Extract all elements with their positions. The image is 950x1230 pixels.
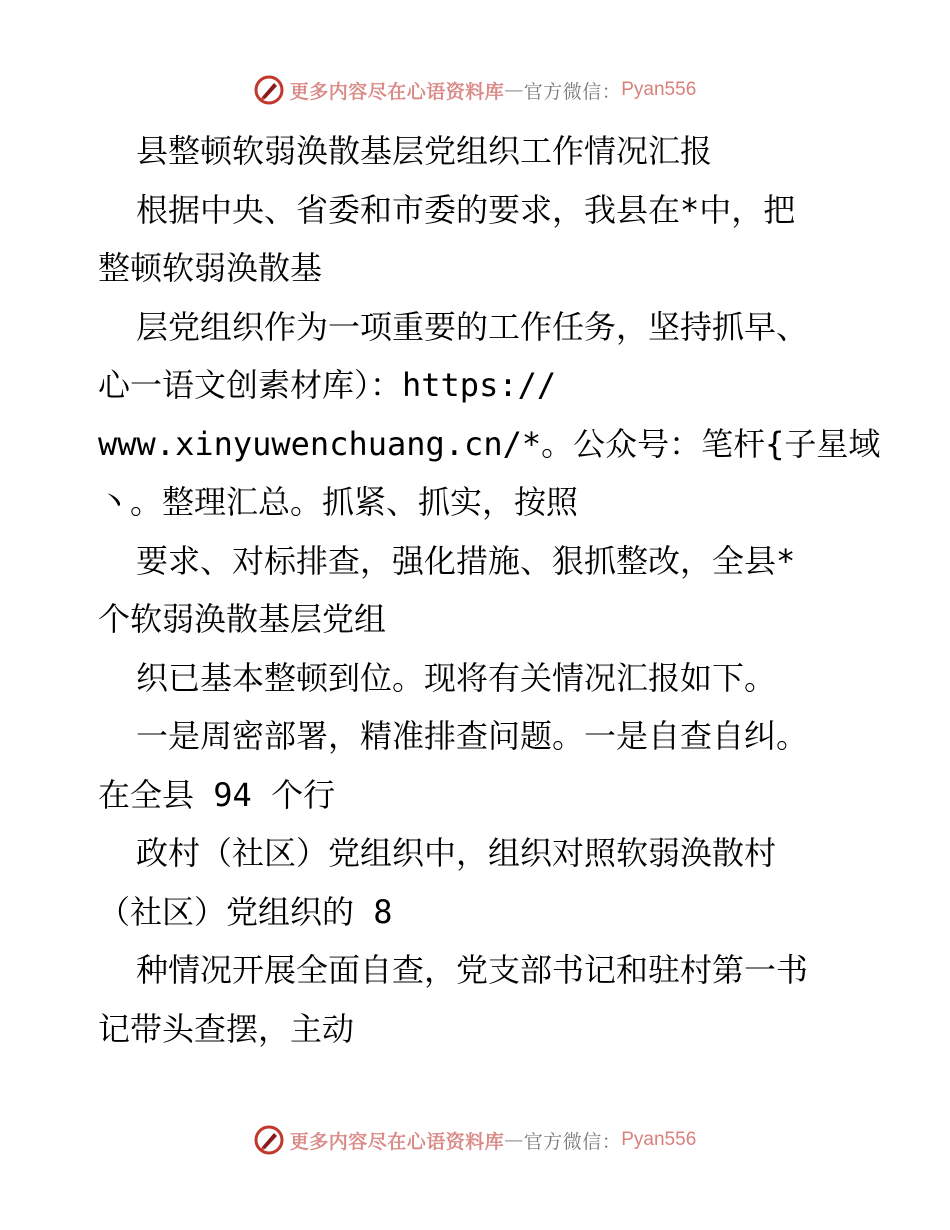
text-line: 织已基本整顿到位。现将有关情况汇报如下。 xyxy=(136,658,777,697)
banner-wechat-id: Pyan556 xyxy=(621,1129,697,1150)
banner-brand-text: 更多内容尽在心语资料库 xyxy=(289,80,505,103)
text-line: 在全县 94 个行 xyxy=(98,775,336,814)
banner-wechat-id: Pyan556 xyxy=(621,79,697,100)
text-line: www.xinyuwenchuang.cn/*。公众号：笔杆{子星域 xyxy=(98,424,881,463)
text-line: 种情况开展全面自查，党支部书记和驻村第一书 xyxy=(136,951,809,989)
document-body xyxy=(98,122,881,1058)
brand-logo-icon xyxy=(254,1125,284,1155)
text-line: 丶。整理汇总。抓紧、抓实，按照 xyxy=(98,483,579,521)
banner-brand-text: 更多内容尽在心语资料库 xyxy=(289,1130,505,1153)
text-line: （社区）党组织的 8 xyxy=(98,892,393,931)
text-line: 根据中央、省委和市委的要求，我县在*中，把 xyxy=(136,190,796,229)
text-line: 要求、对标排查，强化措施、狠抓整改，全县* xyxy=(136,541,796,580)
banner-wechat-label: 官方微信： xyxy=(523,80,622,103)
text-line: 心一语文创素材库）：https:// xyxy=(98,366,557,404)
text-line: 整顿软弱涣散基 xyxy=(98,249,323,287)
text-line: 记带头查摆，主动 xyxy=(98,1009,355,1048)
header-banner xyxy=(0,70,950,110)
text-line: 政村（社区）党组织中，组织对照软弱涣散村 xyxy=(136,834,777,872)
brand-logo-icon xyxy=(254,75,284,105)
text-line: 层党组织作为一项重要的工作任务，坚持抓早、 xyxy=(136,307,809,346)
banner-separator: — xyxy=(504,1129,524,1151)
document-title: 县整顿软弱涣散基层党组织工作情况汇报 xyxy=(136,132,713,170)
footer-banner xyxy=(0,1120,950,1160)
banner-wechat-label: 官方微信： xyxy=(523,1130,622,1153)
banner-separator: — xyxy=(504,79,524,101)
text-line: 一是周密部署，精准排查问题。一是自查自纠。 xyxy=(136,717,809,755)
text-line: 个软弱涣散基层党组 xyxy=(98,600,387,638)
